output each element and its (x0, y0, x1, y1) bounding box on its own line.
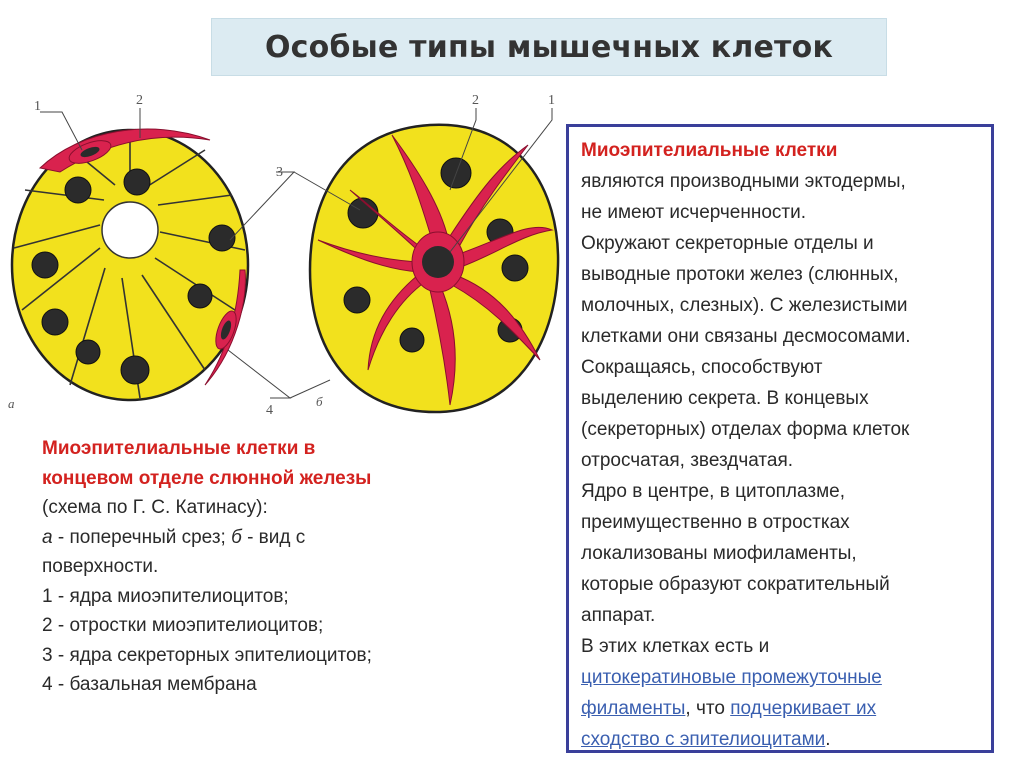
label-4: 4 (266, 403, 273, 418)
letter-a: а (8, 396, 15, 411)
caption-item: 2 - отростки миоэпителиоцитов; (42, 615, 324, 636)
caption-title-line-2: концевом отделе слюнной железы (42, 467, 372, 489)
info-link-line-1 (581, 662, 981, 693)
surface-view-figure (310, 125, 558, 412)
title-banner (211, 18, 887, 76)
caption-item: 3 - ядра секреторных эпителиоцитов; (42, 644, 372, 666)
info-line: которые образуют сократительный (581, 574, 890, 595)
label-2-right: 2 (472, 93, 479, 108)
similarity-link[interactable]: сходство с эпителиоцитами (581, 729, 826, 750)
caption-item: 4 - базальная мембрана (42, 674, 257, 695)
info-line: Окружают секреторные отделы и (581, 233, 874, 254)
info-box (566, 124, 994, 753)
info-end-period: . (825, 729, 831, 750)
info-line: не имеют исчерченности. (581, 202, 807, 223)
info-line: являются производными эктодермы, (581, 171, 906, 192)
info-line: отросчатая, звездчатая. (581, 450, 794, 471)
label-3: 3 (276, 165, 283, 180)
caption-letter-b: б (231, 526, 242, 548)
info-line: выделению секрета. В концевых (581, 388, 869, 409)
info-line: Сокращаясь, способствуют (581, 357, 823, 378)
caption-source: (схема по Г. С. Катинасу): (42, 497, 268, 518)
label-1-right: 1 (548, 93, 555, 108)
caption-surface-text: - вид с (241, 526, 306, 548)
caption-letter-a: а (42, 526, 53, 548)
info-box-title: Миоэпителиальные клетки (581, 140, 838, 161)
label-1-left: 1 (34, 99, 41, 114)
salivary-gland-diagram (0, 84, 600, 424)
caption-cross-section-text: - поперечный срез; (52, 526, 232, 548)
info-line: локализованы миофиламенты, (581, 543, 857, 564)
info-line: преимущественно в отростках (581, 512, 850, 533)
info-line: аппарат. (581, 605, 656, 626)
lumen (102, 202, 158, 258)
info-line: В этих клетках есть и (581, 636, 770, 657)
caption-surface-word: поверхности. (42, 556, 159, 577)
info-line: (секреторных) отделах форма клеток (581, 419, 910, 440)
info-line: клетками они связаны десмосомами. (581, 326, 911, 347)
emphasizes-link[interactable]: подчеркивает их (730, 698, 877, 719)
label-2-left: 2 (136, 93, 143, 108)
letter-b: б (316, 394, 323, 409)
figure-caption (42, 434, 562, 700)
info-link-line-2 (581, 693, 981, 724)
myoepithelial-nucleus (422, 246, 454, 278)
cross-section-figure (12, 129, 248, 400)
cytokeratin-link[interactable]: цитокератиновые промежуточные (581, 667, 882, 688)
page-title: Особые типы мышечных клеток (264, 29, 834, 65)
info-line: выводные протоки желез (слюнных, (581, 264, 899, 285)
info-link-line-3 (581, 724, 981, 755)
filaments-link[interactable]: филаменты (581, 698, 686, 719)
caption-item: 1 - ядра миоэпителиоцитов; (42, 585, 289, 607)
info-line: Ядро в центре, в цитоплазме, (581, 481, 845, 502)
caption-title-line-1: Миоэпителиальные клетки в (42, 438, 316, 459)
caption-view-legend (42, 523, 562, 553)
info-between-text: , что (685, 698, 731, 719)
info-line: молочных, слезных). С железистыми (581, 295, 908, 316)
